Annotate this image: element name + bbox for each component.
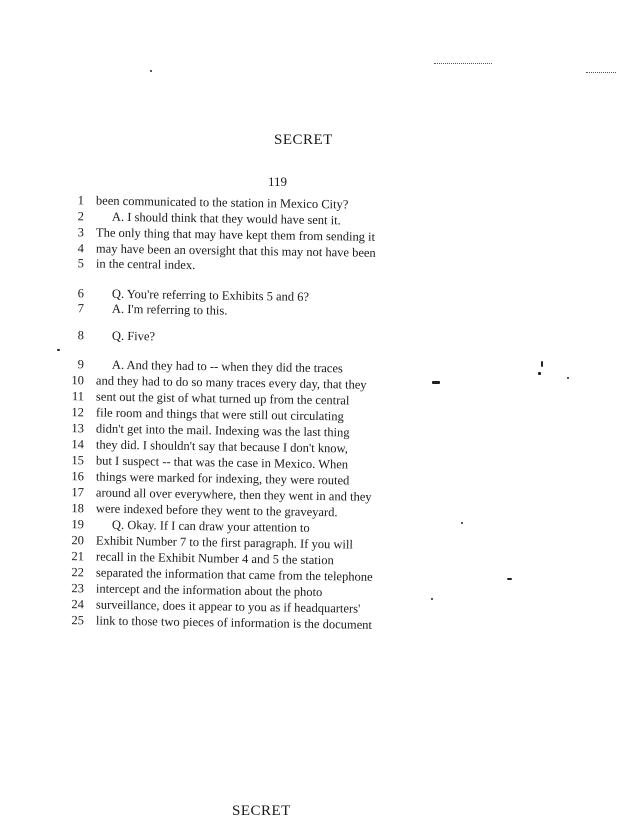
scan-speck [507, 578, 512, 580]
line-text: separated the information that came from the telephone [95, 565, 373, 584]
line-number: 4 [77, 241, 85, 256]
scan-artifact [434, 63, 492, 64]
scan-speck [432, 381, 440, 384]
transcript-line [62, 327, 155, 344]
scan-speck [567, 377, 569, 379]
line-text: things were marked for indexing, they were routed [95, 469, 350, 488]
line-text: they did. I shouldn't say that because I don't know, [95, 437, 348, 456]
scan-speck [461, 522, 463, 524]
line-number: 25 [71, 613, 85, 628]
line-text: Q. Five? [111, 328, 156, 344]
line-number: 22 [71, 565, 85, 580]
line-text: A. And they had to -- when they did the traces [111, 357, 343, 376]
line-text: been communicated to the station in Mexico City? [95, 193, 349, 212]
line-number: 8 [77, 328, 85, 343]
line-text: recall in the Exhibit Number 4 and 5 the station [95, 549, 334, 568]
line-text: and they had to do so many traces every day, that they [95, 373, 367, 392]
line-text: A. I'm referring to this. [111, 301, 228, 318]
line-text: were indexed before they went to the graveyard. [95, 501, 338, 520]
line-number: 1 [77, 193, 85, 208]
line-text: Exhibit Number 7 to the first paragraph. If you will [95, 533, 353, 552]
line-text: intercept and the information about the photo [95, 581, 323, 600]
scan-speck [57, 349, 60, 351]
line-number: 18 [71, 501, 85, 516]
line-text: The only thing that may have kept them from sending it [95, 225, 376, 244]
transcript-line [62, 255, 196, 273]
line-number: 23 [71, 581, 85, 596]
line-number: 12 [71, 405, 85, 420]
line-number: 10 [71, 373, 85, 388]
line-number: 15 [71, 453, 85, 468]
classification-footer: SECRET [232, 803, 291, 819]
scan-speck [541, 361, 543, 367]
line-text: Q. Okay. If I can draw your attention to [111, 517, 310, 535]
transcript-line [62, 300, 228, 319]
line-number: 6 [77, 286, 85, 301]
line-number: 11 [71, 389, 85, 404]
line-text: didn't get into the mail. Indexing was the last thing [95, 421, 350, 440]
line-text: around all over everywhere, then they went in and they [95, 485, 372, 504]
line-text: Q. You're referring to Exhibits 5 and 6? [111, 286, 310, 304]
scan-artifact [586, 72, 616, 73]
line-number: 20 [71, 533, 85, 548]
line-number: 9 [77, 357, 85, 372]
line-number: 14 [71, 437, 85, 452]
classification-header: SECRET [274, 132, 333, 148]
line-text: may have been an oversight that this may not have been [95, 241, 376, 260]
line-number: 7 [77, 301, 85, 316]
line-text: but I suspect -- that was the case in Mexico. When [95, 453, 349, 472]
line-text: surveillance, does it appear to you as if headquarters' [95, 597, 361, 616]
line-number: 3 [77, 225, 85, 240]
line-text: sent out the gist of what turned up from the central [95, 389, 350, 408]
scan-speck [150, 70, 152, 72]
line-number: 5 [77, 256, 85, 271]
line-number: 2 [77, 209, 85, 224]
line-text: file room and things that were still out circulating [95, 405, 344, 424]
line-text: A. I should think that they would have sent it. [111, 209, 341, 228]
line-number: 17 [71, 485, 85, 500]
line-number: 21 [71, 549, 85, 564]
scan-speck [431, 598, 433, 600]
page-number: 119 [268, 174, 288, 189]
line-number: 16 [71, 469, 85, 484]
line-number: 24 [71, 597, 85, 612]
line-number: 13 [71, 421, 85, 436]
line-number: 19 [71, 517, 85, 532]
line-text: link to those two pieces of information is the document [95, 613, 373, 632]
line-text: in the central index. [95, 256, 196, 273]
scan-speck [538, 372, 541, 375]
